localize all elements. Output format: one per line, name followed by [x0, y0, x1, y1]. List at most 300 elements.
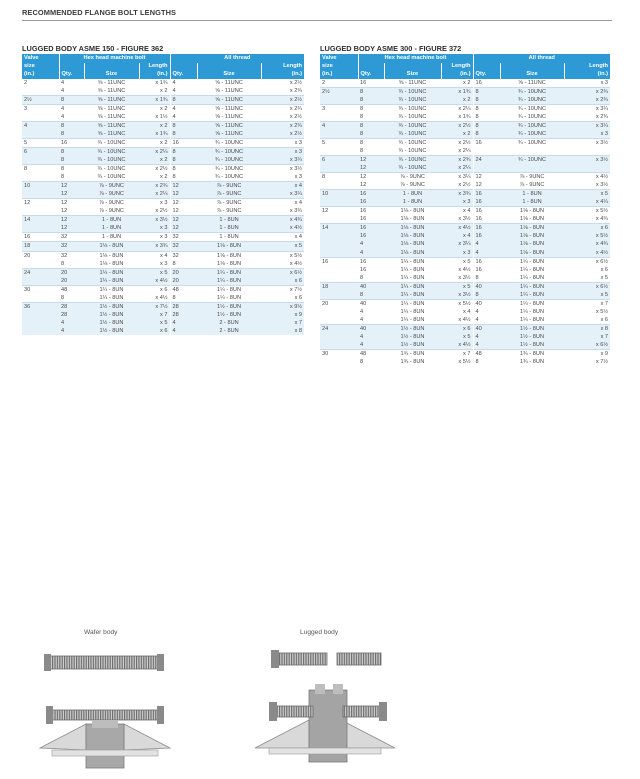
hex-qty-cell: 8 — [61, 174, 65, 181]
thread-qty-cell: 12 — [172, 208, 179, 215]
thread-size-cell: 1¼ - 8UN — [197, 277, 261, 286]
thread-qty-cell: 12 — [170, 182, 197, 191]
thread-size-cell: 1¼ - 8UN — [500, 282, 564, 291]
hex-length-cell: x 4 — [441, 207, 473, 216]
hex-qty-cell: 8 — [358, 104, 384, 113]
thread-qty-cell: 48 — [473, 350, 500, 359]
hex-qty-cell: 8 — [59, 121, 84, 130]
thread-size-cell: ¾ - 10UNC — [197, 138, 261, 147]
table-row — [22, 147, 304, 156]
hex-size-cell: ¾ - 10UNC — [84, 165, 139, 174]
table-row — [22, 130, 304, 139]
hex-size-cell: 1⅛ - 8UN — [384, 249, 441, 258]
thread-qty-cell: 8 — [170, 121, 197, 130]
thread-qty-cell: 16 — [473, 198, 500, 207]
hex-size-cell: ¾ - 10UNC — [384, 138, 441, 147]
hex-length-cell: x 1¾ — [441, 113, 473, 122]
hex-size-cell: 1⅛ - 8UN — [384, 224, 441, 233]
thread-qty-cell: 8 — [170, 165, 197, 174]
thread-size-cell: ⅞ - 9UNC — [197, 190, 261, 199]
hex-qty-cell: 12 — [59, 190, 84, 199]
thread-length-cell: x 6½ — [564, 257, 610, 266]
hex-length-cell: x 6 — [441, 324, 473, 333]
hex-length-cell: x 6 — [139, 327, 170, 335]
header-all-thread: All thread — [170, 54, 304, 63]
header-length-unit: (in.) — [564, 71, 610, 79]
valve-size-cell — [320, 181, 358, 190]
hex-qty-cell: 4 — [61, 79, 65, 86]
valve-size-cell: 8 — [22, 165, 59, 174]
hex-length-cell: x 1¾ — [139, 95, 170, 104]
thread-qty-cell: 16 — [473, 190, 500, 199]
thread-length-cell: x 2½ — [261, 95, 304, 104]
hex-qty-cell: 4 — [358, 333, 384, 341]
hex-qty-cell: 8 — [358, 96, 384, 105]
valve-size-cell — [22, 207, 59, 216]
valve-size-cell: 8 — [320, 173, 358, 182]
hex-size-cell: ⅝ - 11UNC — [97, 79, 126, 86]
header-all-thread: All thread — [473, 54, 610, 63]
table-row — [320, 164, 610, 173]
thread-length-cell: x 4½ — [564, 173, 610, 182]
table-row — [320, 130, 610, 139]
valve-size-cell: 18 — [320, 282, 358, 291]
hex-size-cell: 1¼ - 8UN — [400, 266, 425, 273]
hex-qty-cell: 16 — [358, 232, 384, 240]
table-row — [320, 79, 610, 88]
thread-size-cell: ⅝ - 11UNC — [215, 79, 243, 86]
hex-size-cell: ⅝ - 11UNC — [398, 79, 427, 86]
table-row — [22, 311, 304, 319]
valve-size-cell — [320, 274, 358, 283]
thread-qty-cell: 4 — [473, 249, 500, 258]
thread-size-cell: ¾ - 10UNC — [500, 121, 564, 130]
thread-length-cell: x 7 — [564, 333, 610, 341]
hex-qty-cell: 16 — [358, 190, 384, 199]
table-row — [22, 327, 304, 335]
wafer-body-caption: Wafer body — [84, 629, 118, 636]
valve-size-cell: 5 — [22, 138, 59, 147]
page-heading: RECOMMENDED FLANGE BOLT LENGTHS — [22, 8, 177, 17]
hex-length-cell: x 3½ — [441, 291, 473, 300]
table-row — [22, 294, 304, 303]
thread-qty-cell: 16 — [475, 216, 482, 223]
table-row — [22, 113, 304, 122]
hex-qty-cell: 8 — [360, 113, 364, 120]
table-row — [22, 302, 304, 311]
hex-length-cell: x 3¾ — [441, 190, 473, 199]
thread-size-cell: 1⅛ - 8UN — [500, 224, 564, 233]
table-row — [320, 207, 610, 216]
valve-size-cell: 2½ — [320, 87, 358, 96]
valve-size-cell — [22, 277, 59, 286]
hex-qty-cell: 8 — [360, 359, 364, 366]
header-length-unit: (in.) — [139, 71, 170, 79]
table-row — [320, 249, 610, 258]
hex-size-cell: 1¼ - 8UN — [384, 282, 441, 291]
hex-size-cell: ⅝ - 11UNC — [97, 113, 126, 120]
hex-size-cell: 1 - 8UN — [84, 233, 139, 242]
hex-length-cell: x 3 — [441, 249, 473, 258]
valve-size-cell: 10 — [320, 190, 358, 199]
hex-size-cell: 1½ - 8UN — [384, 341, 441, 350]
table-row — [22, 156, 304, 165]
hex-qty-cell: 4 — [360, 308, 364, 315]
thread-length-cell: x 8 — [261, 327, 304, 335]
hex-qty-cell: 4 — [358, 249, 384, 258]
hex-length-cell: x 2 — [139, 104, 170, 113]
hex-qty-cell: 16 — [358, 207, 384, 216]
thread-size-cell: 1 - 8UN — [500, 198, 564, 207]
hex-length-cell: x 3 — [139, 260, 170, 269]
hex-size-cell: 1½ - 8UN — [84, 311, 139, 319]
hex-qty-cell: 16 — [358, 257, 384, 266]
table-title: LUGGED BODY ASME 150 - FIGURE 362 — [22, 44, 164, 53]
thread-size-cell: 1¼ - 8UN — [520, 266, 544, 273]
valve-size-cell — [320, 358, 358, 366]
thread-size-cell: 1 - 8UN — [197, 233, 261, 242]
thread-size-cell: ⅝ - 11UNC — [197, 104, 261, 113]
thread-size-cell: 1¾ - 8UN — [520, 359, 544, 366]
thread-size-cell: ⅝ - 11UNC — [518, 79, 546, 86]
thread-size-cell: 1½ - 8UN — [197, 302, 261, 311]
table-row — [320, 190, 610, 199]
hex-qty-cell: 4 — [358, 240, 384, 248]
hex-length-cell: x 2 — [139, 138, 170, 147]
thread-qty-cell: 8 — [172, 174, 176, 181]
hex-qty-cell: 12 — [59, 182, 84, 191]
table-row — [22, 242, 304, 251]
hex-size-cell: 1¼ - 8UN — [384, 291, 441, 300]
thread-length-cell: x 3 — [600, 79, 609, 86]
stud-bolt-icon — [337, 653, 381, 665]
header-size: Size — [500, 71, 564, 79]
hex-length-cell: x 2¼ — [139, 147, 170, 156]
hex-qty-cell: 32 — [59, 251, 84, 260]
thread-size-cell: 1⅛ - 8UN — [500, 232, 564, 240]
hex-qty-cell: 32 — [59, 242, 84, 251]
hex-length-cell: x 2½ — [139, 165, 170, 174]
thread-qty-cell — [473, 164, 500, 173]
hex-size-cell: 1 - 8UN — [384, 198, 441, 207]
valve-size-cell: 2 — [24, 79, 28, 86]
table-row — [22, 79, 304, 87]
valve-size-cell — [22, 294, 59, 303]
valve-size-cell — [22, 224, 59, 233]
header-length-unit: (in.) — [441, 71, 473, 79]
thread-qty-cell: 12 — [170, 190, 197, 199]
thread-length-cell: x 5½ — [261, 251, 304, 260]
table-row — [22, 260, 304, 269]
table-row — [22, 216, 304, 225]
thread-qty-cell: 28 — [170, 311, 197, 319]
hex-size-cell: 1 - 8UN — [384, 190, 441, 199]
hex-qty-cell: 4 — [59, 104, 84, 113]
hex-length-cell: x 3½ — [441, 274, 473, 283]
header-size: Size — [197, 71, 261, 79]
hex-qty-cell: 8 — [360, 274, 364, 281]
thread-size-cell: ¾ - 10UNC — [197, 147, 261, 156]
thread-qty-cell: 40 — [473, 299, 500, 308]
thread-length-cell: x 6 — [564, 224, 610, 233]
header-valve: Valve — [320, 54, 358, 63]
hex-qty-cell: 12 — [360, 182, 367, 189]
header-qty: Qty. — [170, 71, 197, 79]
thread-size-cell: 1½ - 8UN — [500, 341, 564, 350]
header-hex-bolt: Hex head machine bolt — [59, 54, 170, 63]
valve-size-cell — [22, 173, 59, 182]
valve-size-cell — [320, 341, 358, 350]
thread-size-cell: ⅝ - 11UNC — [215, 87, 243, 94]
hex-length-cell: x 2 — [139, 121, 170, 130]
hex-qty-cell: 12 — [358, 164, 384, 173]
valve-size-cell — [22, 156, 59, 165]
hex-size-cell: ⅝ - 11UNC — [84, 104, 139, 113]
hex-qty-cell: 48 — [59, 285, 84, 294]
hex-length-cell: x 3 — [441, 198, 473, 207]
thread-length-cell: x 3½ — [564, 138, 610, 147]
thread-size-cell — [500, 147, 564, 156]
thread-size-cell: 1¼ - 8UN — [520, 308, 544, 315]
thread-qty-cell: 12 — [475, 182, 482, 189]
hex-qty-cell: 16 — [360, 79, 367, 86]
valve-size-cell — [22, 130, 59, 139]
thread-size-cell: ⅝ - 11UNC — [215, 113, 243, 120]
table-row — [22, 285, 304, 294]
hex-size-cell: ⅝ - 11UNC — [84, 130, 139, 139]
table-row — [320, 121, 610, 130]
header-qty: Qty. — [59, 71, 84, 79]
wafer-bolt-icon — [44, 654, 164, 671]
hex-size-cell: 1 - 8UN — [84, 224, 139, 233]
thread-qty-cell: 4 — [172, 79, 176, 86]
hex-size-cell: 1¼ - 8UN — [99, 294, 124, 301]
valve-size-cell: 20 — [22, 251, 59, 260]
table-row — [22, 121, 304, 130]
table-row — [320, 282, 610, 291]
hex-qty-cell: 8 — [358, 130, 384, 139]
hex-size-cell: 1¼ - 8UN — [400, 316, 425, 323]
table-row — [22, 233, 304, 242]
thread-size-cell: 1¼ - 8UN — [197, 285, 261, 294]
thread-length-cell: x 5½ — [564, 232, 610, 240]
thread-qty-cell: 12 — [170, 199, 197, 208]
thread-size-cell: ⅞ - 9UNC — [197, 199, 261, 208]
hex-qty-cell: 8 — [59, 95, 84, 104]
hex-qty-cell: 8 — [59, 156, 84, 165]
header-length: Length — [261, 63, 304, 71]
table-row — [22, 268, 304, 277]
thread-qty-cell: 4 — [170, 327, 197, 335]
valve-size-cell — [22, 311, 59, 319]
header-size: Size — [384, 71, 441, 79]
table-row — [320, 274, 610, 283]
thread-size-cell: ⅝ - 11UNC — [197, 130, 261, 139]
valve-size-cell — [22, 327, 59, 335]
valve-size-cell — [320, 266, 358, 274]
hex-length-cell: x 2 — [441, 130, 473, 139]
thread-length-cell: x 2¾ — [564, 87, 610, 96]
hex-size-cell: 1⅛ - 8UN — [400, 216, 425, 223]
header-length-unit: (in.) — [261, 71, 304, 79]
thread-length-cell: x 8 — [564, 324, 610, 333]
table-row — [320, 96, 610, 105]
thread-length-cell — [564, 147, 610, 156]
thread-qty-cell: 20 — [170, 268, 197, 277]
valve-size-cell — [320, 113, 358, 122]
thread-qty-cell: 8 — [475, 359, 479, 366]
hex-qty-cell: 16 — [59, 138, 84, 147]
thread-length-cell: x 5½ — [564, 207, 610, 216]
hex-qty-cell: 8 — [61, 294, 65, 301]
thread-length-cell: x 2¾ — [261, 104, 304, 113]
valve-size-cell: 14 — [22, 216, 59, 225]
valve-size-cell: 2½ — [22, 95, 59, 104]
thread-length-cell: x 9 — [261, 311, 304, 319]
valve-size-cell: 3 — [320, 104, 358, 113]
thread-qty-cell: 16 — [473, 138, 500, 147]
header-hex-bolt: Hex head machine bolt — [358, 54, 473, 63]
thread-size-cell: 1¼ - 8UN — [217, 294, 241, 301]
table-row — [320, 266, 610, 274]
hex-size-cell: ⅞ - 9UNC — [400, 182, 425, 189]
thread-size-cell: 1 - 8UN — [197, 224, 261, 233]
valve-size-cell — [320, 232, 358, 240]
valve-size-cell: 14 — [320, 224, 358, 233]
hex-size-cell: ¾ - 10UNC — [384, 130, 441, 139]
thread-qty-cell: 4 — [170, 319, 197, 327]
hex-qty-cell: 8 — [59, 130, 84, 139]
thread-length-cell: x 2½ — [289, 113, 303, 120]
header-valve: Valve — [22, 54, 59, 63]
thread-qty-cell: 12 — [170, 216, 197, 225]
thread-size-cell: 1⅛ - 8UN — [500, 249, 564, 258]
thread-length-cell: x 9½ — [261, 302, 304, 311]
table-row — [22, 138, 304, 147]
hex-size-cell: ⅝ - 11UNC — [84, 121, 139, 130]
thread-qty-cell: 32 — [170, 251, 197, 260]
table-row — [320, 104, 610, 113]
thread-size-cell: ¾ - 10UNC — [500, 104, 564, 113]
thread-size-cell: 1½ - 8UN — [500, 324, 564, 333]
hex-size-cell: 1½ - 8UN — [84, 302, 139, 311]
valve-size-cell: 2 — [322, 79, 326, 86]
thread-length-cell: x 4¾ — [261, 216, 304, 225]
valve-size-cell: 5 — [320, 138, 358, 147]
thread-length-cell: x 4 — [261, 199, 304, 208]
valve-size-cell: 24 — [320, 324, 358, 333]
valve-size-cell — [22, 319, 59, 327]
hex-size-cell: ¾ - 10UNC — [84, 147, 139, 156]
thread-length-cell: x 4 — [261, 233, 304, 242]
thread-length-cell: x 3 — [261, 138, 304, 147]
table-row — [320, 113, 610, 122]
hex-qty-cell: 28 — [59, 302, 84, 311]
header-valve-unit: (in.) — [22, 71, 59, 79]
lugged-body-drawing — [255, 640, 395, 770]
hex-length-cell: x 2¼ — [441, 147, 473, 156]
valve-size-cell: 30 — [22, 285, 59, 294]
thread-length-cell: x 4½ — [261, 224, 304, 233]
thread-length-cell: x 6½ — [564, 341, 610, 350]
table-row — [22, 182, 304, 191]
thread-size-cell: 1¼ - 8UN — [520, 274, 544, 281]
valve-size-cell: 16 — [320, 257, 358, 266]
hex-length-cell: x 3¼ — [441, 240, 473, 248]
valve-size-cell — [320, 308, 358, 316]
thread-qty-cell: 16 — [473, 257, 500, 266]
header-valve-size: size — [320, 63, 358, 71]
hex-length-cell: x 7 — [139, 311, 170, 319]
table-row — [320, 215, 610, 224]
valve-size-cell — [320, 147, 358, 156]
hex-size-cell: 1¼ - 8UN — [84, 277, 139, 286]
hex-size-cell: 1⅛ - 8UN — [84, 242, 139, 251]
table-row — [320, 173, 610, 182]
table-row — [320, 291, 610, 300]
hex-qty-cell: 12 — [358, 156, 384, 165]
thread-size-cell: ¾ - 10UNC — [500, 96, 564, 105]
hex-size-cell: ¾ - 10UNC — [384, 121, 441, 130]
hex-size-cell: ⅞ - 9UNC — [99, 208, 124, 215]
hex-size-cell: 1⅛ - 8UN — [384, 207, 441, 216]
valve-size-cell: 16 — [22, 233, 59, 242]
thread-size-cell: 1¼ - 8UN — [500, 291, 564, 300]
thread-qty-cell: 16 — [475, 79, 482, 86]
thread-qty-cell: 48 — [170, 285, 197, 294]
hex-size-cell: 1⅛ - 8UN — [384, 240, 441, 248]
hex-size-cell: ⅞ - 9UNC — [84, 199, 139, 208]
hex-qty-cell: 12 — [59, 224, 84, 233]
table-row — [320, 198, 610, 207]
thread-qty-cell: 8 — [172, 294, 176, 301]
hex-qty-cell: 28 — [59, 311, 84, 319]
table-row — [22, 165, 304, 174]
hex-size-cell: ⅞ - 9UNC — [84, 190, 139, 199]
table-row — [22, 87, 304, 96]
table-row — [320, 240, 610, 248]
thread-size-cell: 1¼ - 8UN — [520, 316, 544, 323]
thread-length-cell: x 5 — [564, 291, 610, 300]
thread-qty-cell — [473, 147, 500, 156]
hex-qty-cell: 48 — [358, 350, 384, 359]
hex-bolt-icon — [271, 650, 327, 668]
thread-size-cell: ⅞ - 9UNC — [216, 208, 242, 215]
hex-size-cell: ¾ - 10UNC — [398, 113, 427, 120]
thread-size-cell: 1¾ - 8UN — [500, 350, 564, 359]
hex-length-cell: x 2¼ — [441, 164, 473, 173]
hex-length-cell: x 6 — [139, 285, 170, 294]
table-row — [22, 319, 304, 327]
thread-length-cell: x 3¼ — [261, 190, 304, 199]
thread-size-cell: ¾ - 10UNC — [197, 156, 261, 165]
thread-size-cell: 1¼ - 8UN — [500, 299, 564, 308]
hex-length-cell: x 3¼ — [441, 173, 473, 182]
thread-qty-cell: 32 — [170, 233, 197, 242]
hex-size-cell: ¾ - 10UNC — [384, 156, 441, 165]
hex-size-cell: ¾ - 10UNC — [84, 156, 139, 165]
valve-size-cell: 24 — [22, 268, 59, 277]
thread-size-cell: 2 - 8UN — [197, 327, 261, 335]
hex-length-cell: x 7½ — [139, 302, 170, 311]
hex-length-cell: x 2 — [139, 173, 170, 182]
thread-length-cell: x 3¾ — [289, 208, 303, 215]
hex-qty-cell: 4 — [61, 113, 65, 120]
hex-length-cell: x 3¾ — [139, 242, 170, 251]
header-valve-unit: (in.) — [320, 71, 358, 79]
valve-size-cell: 10 — [22, 182, 59, 191]
hex-length-cell: x 5 — [441, 282, 473, 291]
